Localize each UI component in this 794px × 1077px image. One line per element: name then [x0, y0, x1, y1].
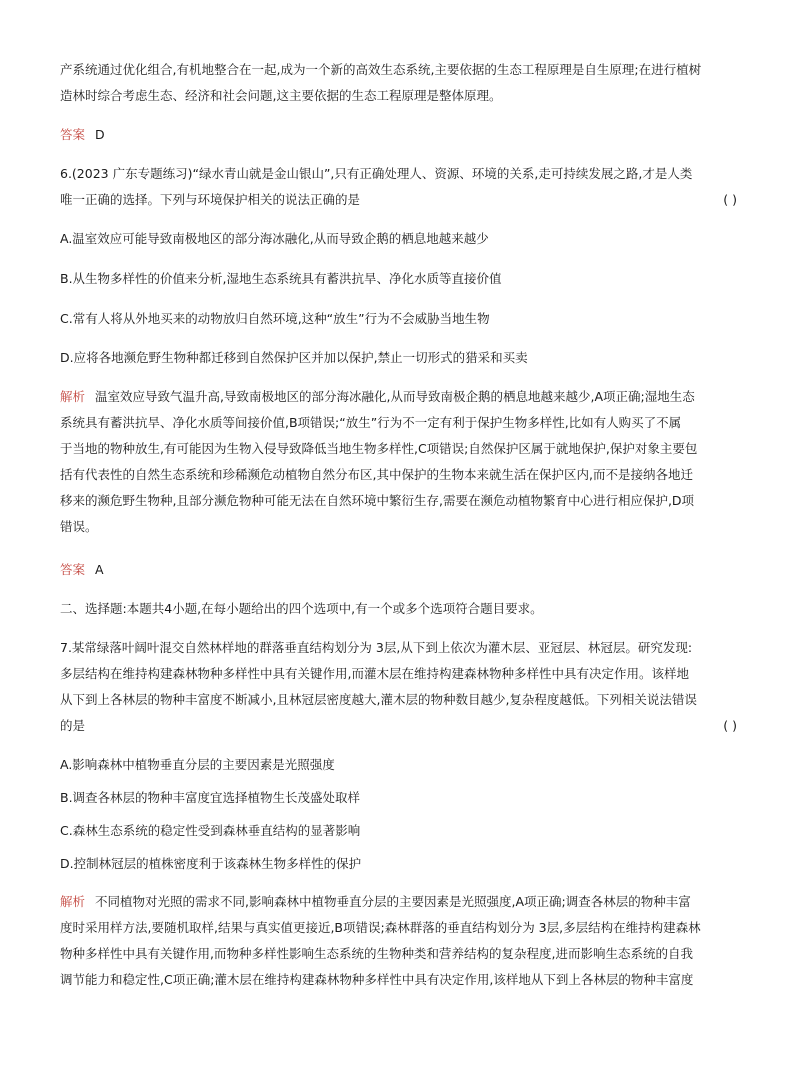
q7-option-c: C.森林生态系统的稳定性受到森林垂直结构的显著影响 [60, 823, 361, 838]
q7-analysis-line-4: 调节能力和稳定性,C项正确;灌木层在维持构建森林物种多样性中具有决定作用,该样地从下到上各林层的物种丰富度 [60, 972, 694, 987]
q6-option-a: A.温室效应可能导致南极地区的部分海冰融化,从而导致企鹅的栖息地越来越少 [60, 231, 489, 246]
q6-option-c: C.常有人将从外地买来的动物放归自然环境,这种“放生”行为不会威胁当地生物 [60, 311, 490, 326]
analysis-text: 不同植物对光照的需求不同,影响森林中植物垂直分层的主要因素是光照强度,A项正确;调查各林层的物种丰富 [95, 894, 691, 909]
analysis-label: 解析 [60, 389, 86, 404]
intro-line-1: 产系统通过优化组合,有机地整合在一起,成为一个新的高效生态系统,主要依据的生态工程原理是自生原理;在进行植树 [60, 62, 702, 77]
q7-option-b: B.调查各林层的物种丰富度宜选择植物生长茂盛处取样 [60, 790, 361, 805]
q6-stem-line-1: 6.(2023 广东专题练习)“绿水青山就是金山银山”,只有正确处理人、资源、环境的关系,走可持续发展之路,才是人类 [60, 166, 693, 181]
analysis-label: 解析 [60, 894, 86, 909]
q6-option-b: B.从生物多样性的价值来分析,湿地生态系统具有蓄洪抗旱、净化水质等直接价值 [60, 271, 502, 286]
q6-option-d: D.应将各地濒危野生物种都迁移到自然保护区并加以保护,禁止一切形式的猎采和买卖 [60, 350, 528, 365]
intro-line-2: 造林时综合考虑生态、经济和社会问题,这主要依据的生态工程原理是整体原理。 [60, 88, 502, 103]
answer-label: 答案 [60, 562, 86, 577]
q7-stem-line-2: 多层结构在维持构建森林物种多样性中具有关键作用,而灌木层在维持构建森林物种多样性中具有决定作用。该样地 [60, 666, 689, 681]
answer-value: A [95, 562, 104, 577]
q7-analysis-line-2: 度时采用样方法,要随机取样,结果与真实值更接近,B项错误;森林群落的垂直结构划分为 3层,多层结构在维持构建森林 [60, 920, 701, 935]
q6-analysis-line-3: 于当地的物种放生,有可能因为生物入侵导致降低当地生物多样性,C项错误;自然保护区属于就地保护,保护对象主要包 [60, 441, 698, 456]
q6-analysis-line-4: 括有代表性的自然生态系统和珍稀濒危动植物自然分布区,其中保护的生物本来就生活在保护区内,而不是接纳各地迁 [60, 467, 693, 482]
q7-answer-paren: ( ) [723, 718, 737, 733]
q6-analysis-line-1 [60, 388, 737, 406]
q6-analysis-line-5: 移来的濒危野生物种,且部分濒危物种可能无法在自然环境中繁衍生存,需要在濒危动植物繁育中心进行相应保护,D项 [60, 493, 695, 508]
q6-answer-paren: ( ) [723, 192, 737, 207]
answer-value: D [95, 127, 105, 142]
answer-6 [60, 561, 737, 579]
q7-option-d: D.控制林冠层的植株密度利于该森林生物多样性的保护 [60, 856, 362, 871]
q6-analysis-line-2: 系统具有蓄洪抗旱、净化水质等间接价值,B项错误;“放生”行为不一定有利于保护生物多样性,比如有人购买了不属 [60, 415, 682, 430]
answer-5 [60, 126, 737, 144]
q7-stem-line-4: 的是 [60, 718, 86, 733]
q7-analysis-line-1 [60, 893, 737, 911]
answer-label: 答案 [60, 127, 86, 142]
q7-stem-line-3: 从下到上各林层的物种丰富度不断减小,且林冠层密度越大,灌木层的物种数目越少,复杂程度越低。下列相关说法错误 [60, 692, 697, 707]
analysis-text: 温室效应导致气温升高,导致南极地区的部分海冰融化,从而导致南极企鹅的栖息地越来越少,A项正确;湿地生态 [95, 389, 695, 404]
q7-stem-line-1: 7.某常绿落叶阔叶混交自然林样地的群落垂直结构划分为 3层,从下到上依次为灌木层、亚冠层、林冠层。研究发现: [60, 640, 693, 655]
section-2-heading: 二、选择题:本题共4小题,在每小题给出的四个选项中,有一个或多个选项符合题目要求。 [60, 601, 543, 616]
q6-analysis-line-6: 错误。 [60, 519, 98, 534]
q7-option-a: A.影响森林中植物垂直分层的主要因素是光照强度 [60, 757, 335, 772]
q7-analysis-line-3: 物种多样性中具有关键作用,而物种多样性影响生态系统的生物种类和营养结构的复杂程度,进而影响生态系统的自我 [60, 946, 693, 961]
q6-stem-line-2: 唯一正确的选择。下列与环境保护相关的说法正确的是 [60, 192, 361, 207]
